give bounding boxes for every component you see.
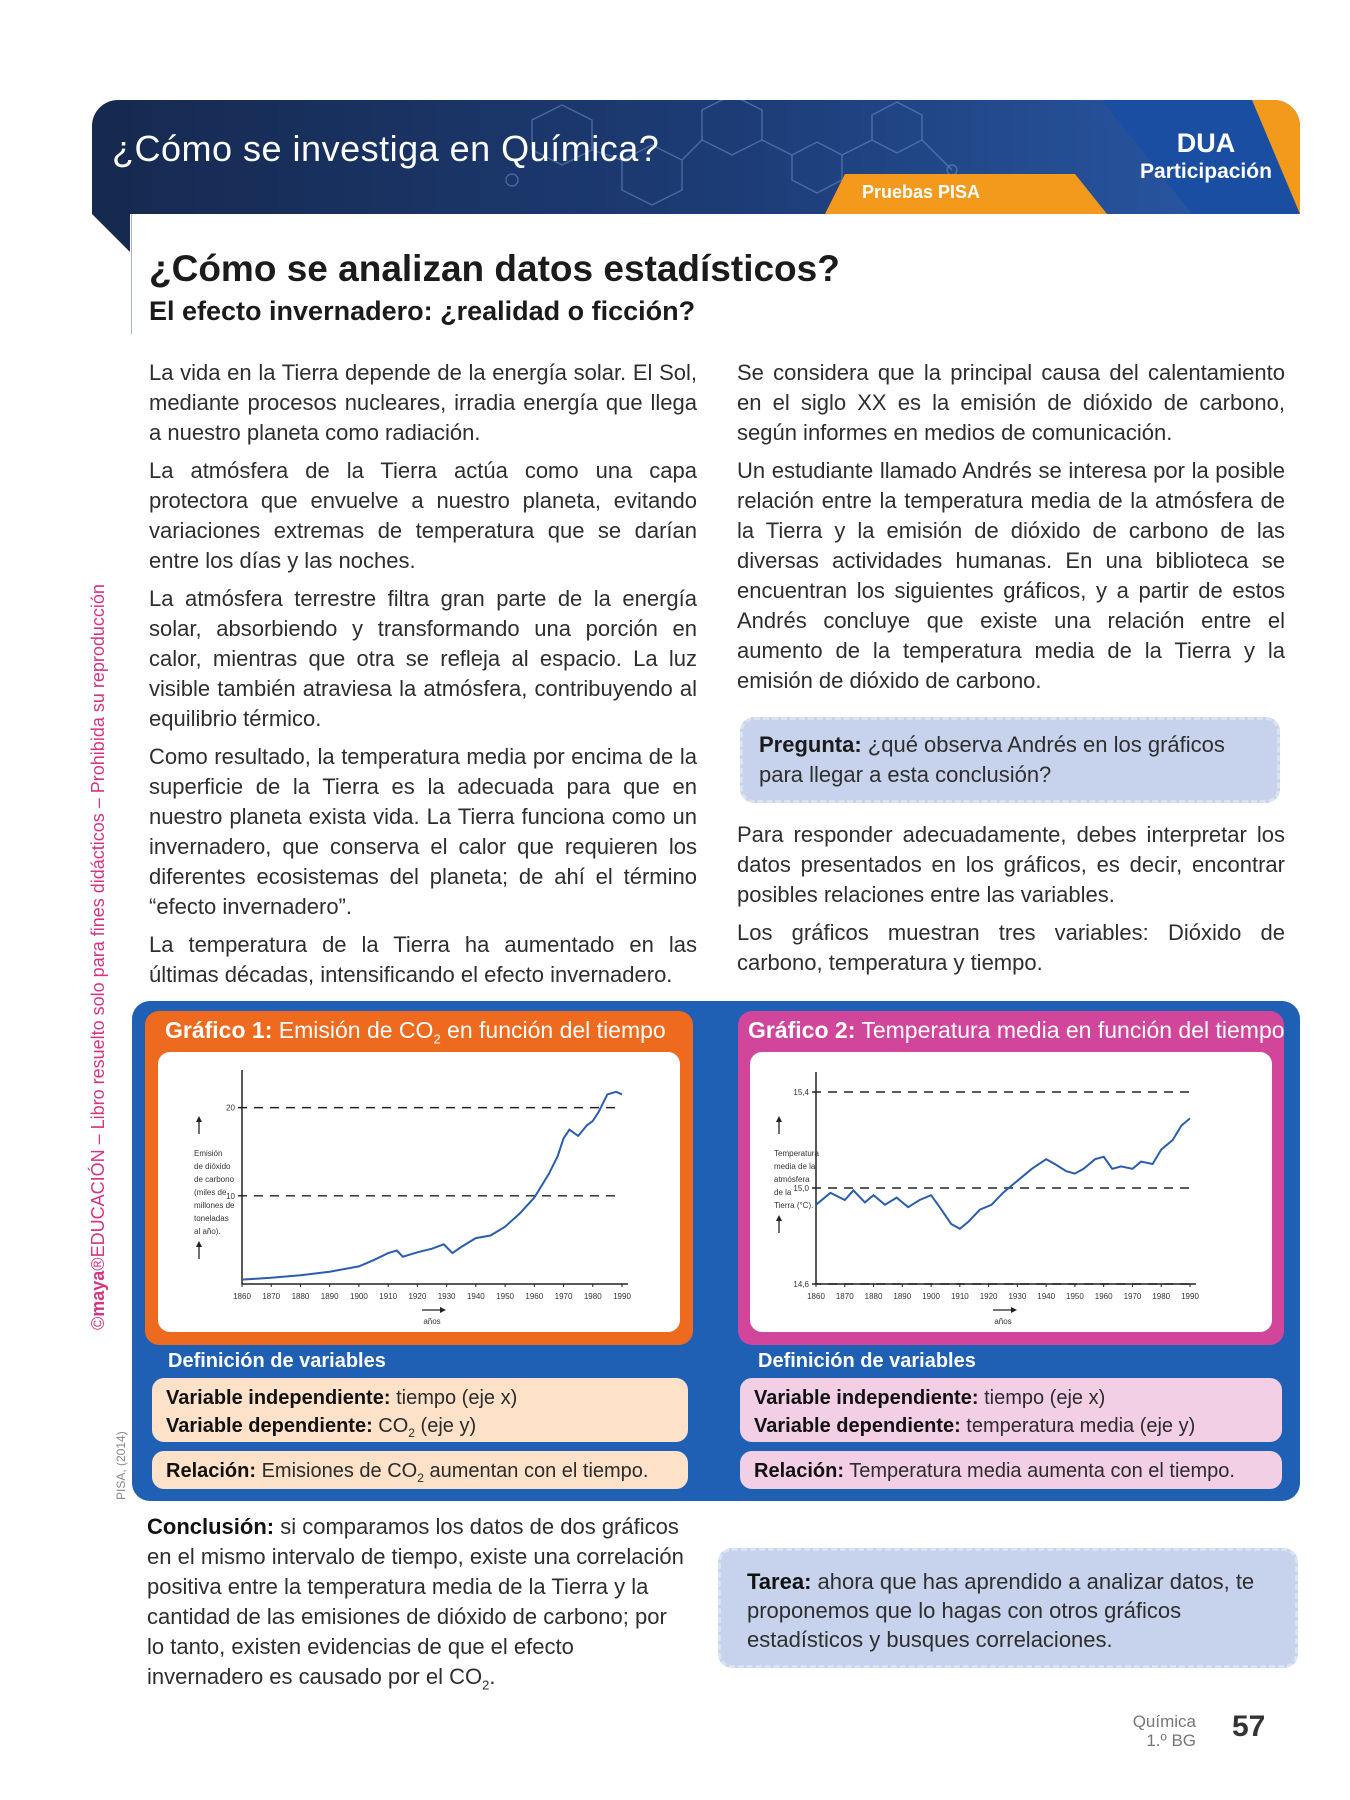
graph2-dep-value: temperatura media (eje y) (960, 1415, 1196, 1437)
graph2-definitions-heading: Definición de variables (758, 1350, 976, 1372)
paragraph: La atmósfera de la Tierra actúa como una capa protectora que envuelve a nuestro planeta, evitando variaciones extremas de temperatura que se darían entre los días y las noches. (149, 458, 697, 573)
x-tick-label: 1880 (291, 1292, 310, 1301)
co2-line-chart (158, 1052, 680, 1332)
conclusion-label: Conclusión: (147, 1514, 275, 1539)
y-tick-label: 20 (226, 1103, 235, 1113)
graph2-variables-box (740, 1378, 1282, 1442)
y-axis-label: Tierra (°C). (774, 1201, 814, 1210)
graph1-definitions-heading: Definición de variables (168, 1350, 386, 1372)
x-tick-label: 1900 (350, 1292, 368, 1301)
right-arrow-head-icon (440, 1307, 446, 1313)
y-axis-label: millones de (194, 1201, 235, 1210)
header-banner (92, 100, 1300, 214)
x-tick-label: 1860 (807, 1292, 825, 1301)
paragraph: La atmósfera terrestre filtra gran parte de la energía solar, absorbiendo y transformando una porción en calor, mientras que otra se refleja al espacio. La luz visible también atraviesa la atmósfera, contribuyendo al equilibrio térmico. (149, 586, 697, 731)
graph1-variables-box (152, 1378, 688, 1442)
task-box (718, 1548, 1298, 1668)
x-tick-label: 1970 (1123, 1292, 1142, 1301)
conclusion-text: si comparamos los datos de dos gráficos en el mismo intervalo de tiempo, existe una correlación positiva entre la temperatura media de la Tierra y la cantidad de las emisiones de dióxido de carbono; por lo tanto, existen evidencias de que el efecto invernadero es causado por el CO (147, 1514, 684, 1689)
y-axis-label: (miles de (194, 1188, 227, 1197)
x-axis-label: años (994, 1317, 1012, 1326)
y-axis-label: toneladas (194, 1214, 229, 1223)
right-arrow-head-icon (1011, 1307, 1017, 1313)
page-subtitle: El efecto invernadero: ¿realidad o ficción? (149, 296, 696, 326)
paragraph: Para responder adecuadamente, debes interpretar los datos presentados en los gráficos, es decir, encontrar posibles relaciones entre las variables. (737, 822, 1285, 907)
graph2-indep-value: tiempo (eje x) (978, 1387, 1106, 1409)
x-tick-label: 1920 (408, 1292, 427, 1301)
page-number: 57 (1232, 1710, 1266, 1743)
graph2-dep-label: Variable dependiente: (754, 1415, 961, 1437)
footer-subject-name: Química (1132, 1712, 1196, 1731)
graph1-indep-label: Variable independiente: (166, 1387, 391, 1409)
graph2-relation-box (740, 1451, 1282, 1489)
graph1-title-end: en función del tiempo (440, 1017, 666, 1043)
graph1-indep-value: tiempo (eje x) (390, 1387, 518, 1409)
graph2-title-text: Temperatura media en función del tiempo (855, 1017, 1285, 1043)
temperature-line-chart (750, 1052, 1272, 1332)
x-tick-label: 1910 (379, 1292, 398, 1301)
y-tick-label: 15,4 (793, 1088, 809, 1097)
copyright-text: ®EDUCACIÓN – Libro resuelto solo para fines didácticos – Prohibida su reproducción (88, 584, 108, 1271)
right-column-continued (737, 820, 1285, 986)
graph1-title-text: Emisión de CO (272, 1017, 434, 1043)
paragraph: La temperatura de la Tierra ha aumentado en las últimas décadas, intensificando el efecto invernadero. (149, 932, 697, 987)
dua-subtitle: Participación (1140, 160, 1272, 183)
conclusion-end: . (489, 1664, 496, 1689)
graph1-relation-box (152, 1451, 688, 1489)
graph2-plot-area (750, 1052, 1272, 1332)
x-tick-label: 1860 (233, 1292, 251, 1301)
graph1-relation-text: Emisiones de CO (256, 1460, 418, 1482)
graph2-relation-label: Relación: (754, 1460, 845, 1482)
x-tick-label: 1940 (466, 1292, 485, 1301)
x-tick-label: 1990 (613, 1292, 631, 1301)
graph1-plot-area (158, 1052, 680, 1332)
graph2-indep-label: Variable independiente: (754, 1387, 979, 1409)
paragraph: Un estudiante llamado Andrés se interesa por la posible relación entre la temperatura media de la atmósfera de la Tierra y la emisión de dióxido de carbono de las diversas actividades humanas. En una biblioteca se encuentran los siguientes gráficos, y a partir de estos Andrés concluye que existe una relación entre el aumento de la temperatura media de la Tierra y la emisión de dióxido de carbono. (737, 458, 1285, 693)
divider (131, 214, 132, 334)
page-title: ¿Cómo se analizan datos estadísticos? (149, 248, 840, 289)
graph2-title (748, 1017, 1285, 1044)
x-tick-label: 1960 (525, 1292, 544, 1301)
x-tick-label: 1980 (583, 1292, 602, 1301)
up-arrow-head-icon (776, 1116, 782, 1122)
x-tick-label: 1910 (950, 1292, 969, 1301)
x-tick-label: 1870 (262, 1292, 281, 1301)
left-column (149, 358, 697, 998)
x-tick-label: 1890 (320, 1292, 339, 1301)
graph1-dep-end: (eje y) (414, 1415, 477, 1437)
graph2-label: Gráfico 2: (748, 1017, 856, 1043)
paragraph: Los gráficos muestran tres variables: Dióxido de carbono, temperatura y tiempo. (737, 920, 1285, 975)
conclusion-sub: 2 (482, 1677, 490, 1693)
copyright-sidebar (88, 480, 109, 1330)
question-box (740, 717, 1280, 803)
graph1-relation-sub: 2 (417, 1471, 424, 1485)
x-tick-label: 1930 (437, 1292, 456, 1301)
section-title: ¿Cómo se investiga en Química? (112, 128, 660, 169)
y-axis-label: Emisión (194, 1149, 223, 1158)
up-arrow-head-icon (196, 1241, 202, 1247)
footer-subject (1100, 1712, 1196, 1750)
graph2-relation-text: Temperatura media aumenta con el tiempo. (844, 1460, 1235, 1482)
paragraph: La vida en la Tierra depende de la energía solar. El Sol, mediante procesos nucleares, irradia energía que llega a nuestro planeta como radiación. (149, 360, 697, 445)
dua-title: DUA (1176, 128, 1236, 158)
y-tick-label: 14,6 (793, 1280, 809, 1289)
up-arrow-head-icon (196, 1116, 202, 1122)
banner-fold (92, 214, 130, 252)
x-tick-label: 1900 (922, 1292, 940, 1301)
graph1-title (165, 1017, 666, 1047)
y-axis-label: de dióxido (194, 1162, 231, 1171)
x-tick-label: 1880 (864, 1292, 883, 1301)
paragraph: Se considera que la principal causa del calentamiento en el siglo XX es la emisión de dióxido de carbono, según informes en medios de comunicación. (737, 360, 1285, 445)
copyright-symbol: © (88, 1316, 108, 1330)
series-line (242, 1092, 622, 1280)
right-column (737, 358, 1285, 704)
y-axis-label: al año). (194, 1227, 221, 1236)
y-axis-label: de la (774, 1188, 792, 1197)
graph1-relation-end: aumentan con el tiempo. (423, 1460, 649, 1482)
x-tick-label: 1990 (1181, 1292, 1199, 1301)
y-axis-label: media de la (774, 1162, 816, 1171)
pisa-tab-label: Pruebas PISA (862, 182, 981, 202)
x-tick-label: 1980 (1152, 1292, 1171, 1301)
conclusion-paragraph (147, 1512, 687, 1700)
y-tick-label: 10 (226, 1191, 235, 1201)
x-tick-label: 1920 (979, 1292, 998, 1301)
x-tick-label: 1960 (1094, 1292, 1113, 1301)
graph1-dep-label: Variable dependiente: (166, 1415, 373, 1437)
x-tick-label: 1950 (1066, 1292, 1084, 1301)
x-axis-label: años (423, 1317, 441, 1326)
question-text: ¿qué observa Andrés en los gráficos para llegar a esta conclusión? (759, 732, 1225, 787)
x-tick-label: 1930 (1008, 1292, 1027, 1301)
task-text: ahora que has aprendido a analizar datos, te proponemos que lo hagas con otros gráficos estadísticos y busques correlaciones. (747, 1569, 1255, 1652)
graph1-title-sub: 2 (433, 1031, 441, 1047)
source-note: PISA, (2014) (114, 1431, 128, 1500)
footer-grade: 1.º BG (1146, 1731, 1196, 1750)
question-label: Pregunta: (759, 732, 862, 757)
task-label: Tarea: (747, 1569, 812, 1594)
graph1-label: Gráfico 1: (165, 1017, 273, 1043)
x-tick-label: 1890 (893, 1292, 912, 1301)
paragraph: Como resultado, la temperatura media por encima de la superficie de la Tierra es la adecuada para que en nuestro planeta exista vida. La Tierra funciona como un invernadero, que conserva el calor que requieren los diferentes ecosistemas del planeta; de ahí el término “efecto invernadero”. (149, 744, 697, 919)
y-axis-label: Temperatura (774, 1149, 819, 1158)
series-line (816, 1118, 1190, 1228)
graph1-relation-label: Relación: (166, 1460, 257, 1482)
x-tick-label: 1870 (835, 1292, 854, 1301)
y-axis-label: de carbono (194, 1175, 235, 1184)
brand-logo: maya (88, 1270, 108, 1317)
y-axis-label: atmósfera (774, 1175, 810, 1184)
up-arrow-head-icon (776, 1215, 782, 1221)
graph1-dep-sub: 2 (408, 1426, 415, 1440)
y-tick-label: 15,0 (793, 1184, 809, 1193)
graph1-dep-value: CO (372, 1415, 409, 1437)
x-tick-label: 1970 (554, 1292, 573, 1301)
x-tick-label: 1950 (496, 1292, 514, 1301)
x-tick-label: 1940 (1037, 1292, 1056, 1301)
